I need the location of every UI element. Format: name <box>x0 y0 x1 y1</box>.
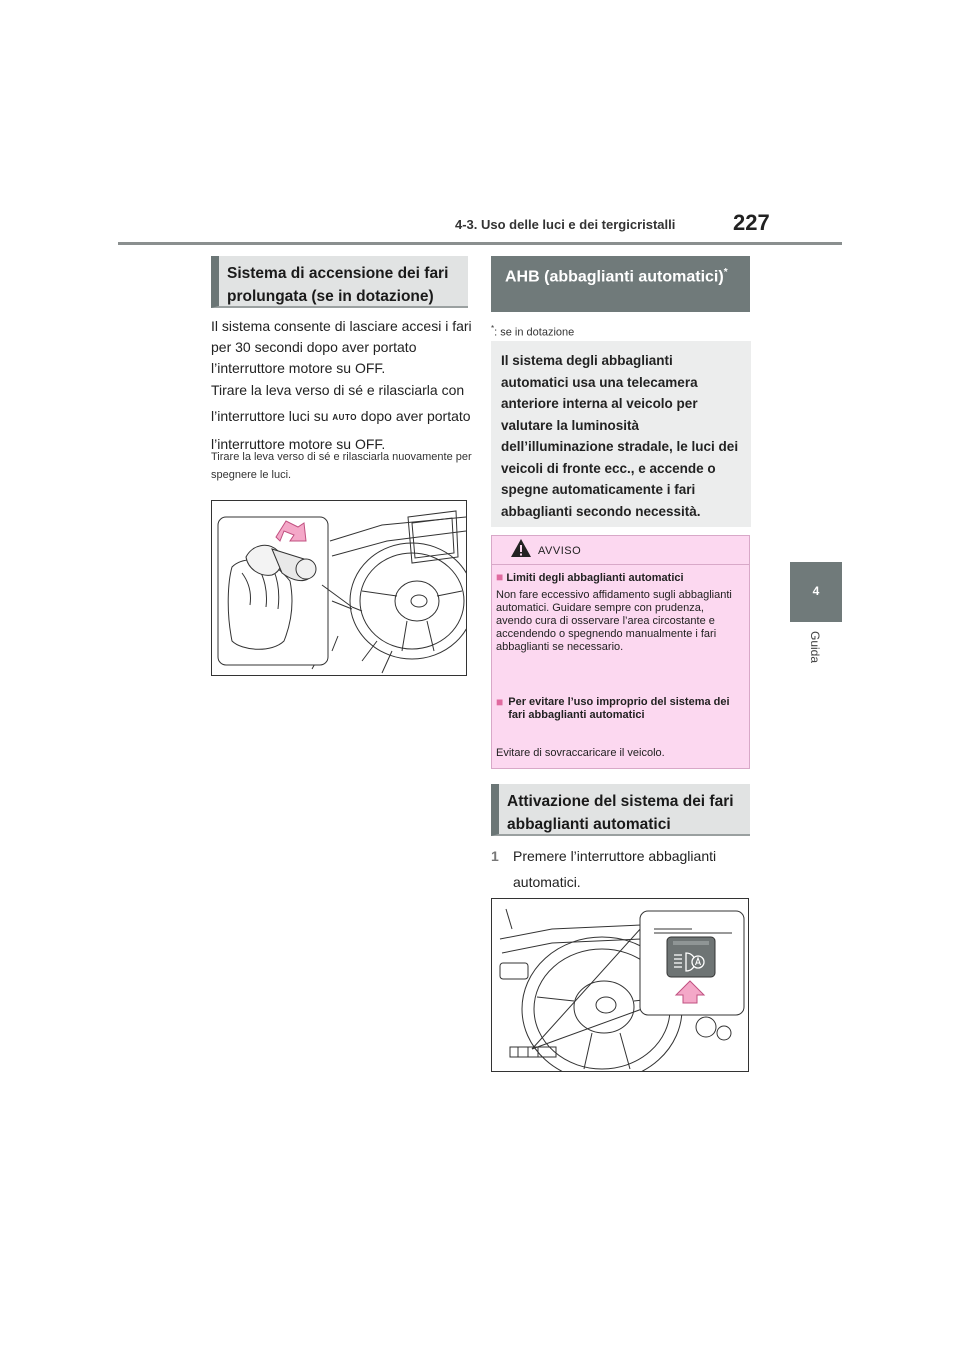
warning-item1-title <box>496 571 744 585</box>
ahb-switch-illustration-svg <box>492 899 748 1071</box>
lever-illustration <box>211 500 467 676</box>
bullet-square-icon: ■ <box>496 695 504 709</box>
step-1-text: Premere l’interruttore abbaglianti automatici. <box>513 848 717 890</box>
chapter-label: Guida <box>808 631 822 664</box>
extended-headlight-note: Tirare la leva verso di sé e rilasciarla nuovamente per spegnere le luci. <box>211 451 472 481</box>
section-title: 4-3. Uso delle luci e dei tergicristalli <box>455 217 676 232</box>
warning-item2-text: Evitare di sovraccaricare il veicolo. <box>496 747 665 759</box>
ahb-heading-text: AHB (abbaglianti automatici) <box>505 268 724 286</box>
warning-item1-title-text: Limiti degli abbaglianti automatici <box>506 572 684 584</box>
auto-symbol-icon: AUTO <box>332 413 357 422</box>
lever-illustration-svg <box>212 501 466 675</box>
ahb-footnote <box>491 324 574 339</box>
warning-item2-title <box>496 696 744 722</box>
warning-title: AVVISO <box>538 545 582 557</box>
header-rule <box>118 242 842 245</box>
ahb-switch-illustration <box>491 898 749 1072</box>
extended-headlight-description: Il sistema consente di lasciare accesi i fari per 30 secondi dopo aver portato l’interruttore motore su OFF. <box>211 318 472 376</box>
ahb-heading-asterisk: * <box>723 267 728 278</box>
warning-triangle-icon <box>510 538 532 563</box>
extended-headlight-instructions <box>211 377 473 457</box>
chapter-number: 4 <box>812 584 820 598</box>
ahb-heading <box>491 256 750 312</box>
activation-heading: Attivazione del sistema dei fari abbaglianti automatici <box>491 784 750 836</box>
footnote-text: : se in dotazione <box>494 326 575 339</box>
instructions-part-1: Tirare la leva verso di sé e rilasciarla con l’interruttore luci su <box>211 382 465 424</box>
ahb-intro: Il sistema degli abbaglianti automatici usa una telecamera anteriore interna al veicolo per valutare la luminosità dell’illuminazione stradale, le luci dei veicoli di fronte ecc., e accende o spegne automaticamente i fari abbaglianti secondo necessità. <box>491 341 751 527</box>
step-1 <box>491 843 749 895</box>
footnote-asterisk: * <box>491 324 495 333</box>
warning-item2-title-text: Per evitare l’uso improprio del sistema dei fari abbaglianti automatici <box>508 696 730 721</box>
warning-item1-text: Non fare eccessivo affidamento sugli abbaglianti automatici. Guidare sempre con prudenza, avendo cura di osservare l’area circostante e accendendo o spegnendo manualmente i fari abbaglianti se necessario. <box>496 589 732 653</box>
extended-headlight-heading: Sistema di accensione dei fari prolungata (se in dotazione) <box>211 256 468 308</box>
instructions-part-2: dopo aver portato l’interruttore motore su OFF. <box>211 408 471 452</box>
page-number: 227 <box>733 210 770 235</box>
step-1-number: 1 <box>491 848 499 864</box>
bullet-square-icon: ■ <box>496 570 504 584</box>
